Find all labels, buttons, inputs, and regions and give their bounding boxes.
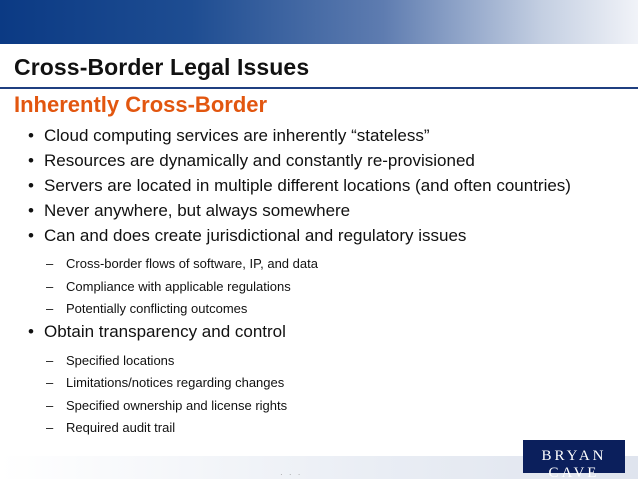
bullet-marker: • (28, 126, 34, 145)
dash-marker: – (46, 279, 54, 294)
bullet-text: Obtain transparency and control (44, 322, 286, 341)
bullet-marker: • (28, 226, 34, 245)
bullet-text: Specified ownership and license rights (66, 398, 288, 413)
bullet-text: Resources are dynamically and constantly re-provisioned (44, 151, 475, 170)
bullet-text: Limitations/notices regarding changes (66, 375, 285, 390)
dash-marker: – (46, 256, 54, 271)
bullet-text: Servers are located in multiple different locations (and often countries) (44, 176, 571, 195)
bryan-cave-logo (523, 440, 625, 481)
dash-marker: – (46, 353, 54, 368)
bullet-marker: • (28, 176, 34, 195)
dash-marker: – (46, 420, 54, 435)
dash-marker: – (46, 301, 54, 316)
dash-marker: – (46, 398, 54, 413)
bullet-text: Never anywhere, but always somewhere (44, 201, 351, 220)
header-band (0, 0, 638, 44)
bullet-text: Cross-border flows of software, IP, and data (66, 256, 318, 271)
bullet-text: Cloud computing services are inherently “stateless” (44, 126, 430, 145)
logo-text: BRYAN CAVE (541, 448, 607, 481)
bullet-text: Compliance with applicable regulations (66, 279, 291, 294)
slide-subtitle: Inherently Cross-Border (14, 92, 268, 117)
title-divider (0, 87, 638, 89)
slide-title: Cross-Border Legal Issues (14, 54, 310, 80)
footer-ellipsis: · · · (280, 470, 303, 479)
dash-marker: – (46, 375, 54, 390)
bullet-marker: • (28, 151, 34, 170)
bullet-marker: • (28, 322, 34, 341)
bullet-text: Can and does create jurisdictional and regulatory issues (44, 226, 467, 245)
bullet-text: Specified locations (66, 353, 175, 368)
bullet-text: Required audit trail (66, 420, 176, 435)
bullet-marker: • (28, 201, 34, 220)
bullet-text: Potentially conflicting outcomes (66, 301, 248, 316)
